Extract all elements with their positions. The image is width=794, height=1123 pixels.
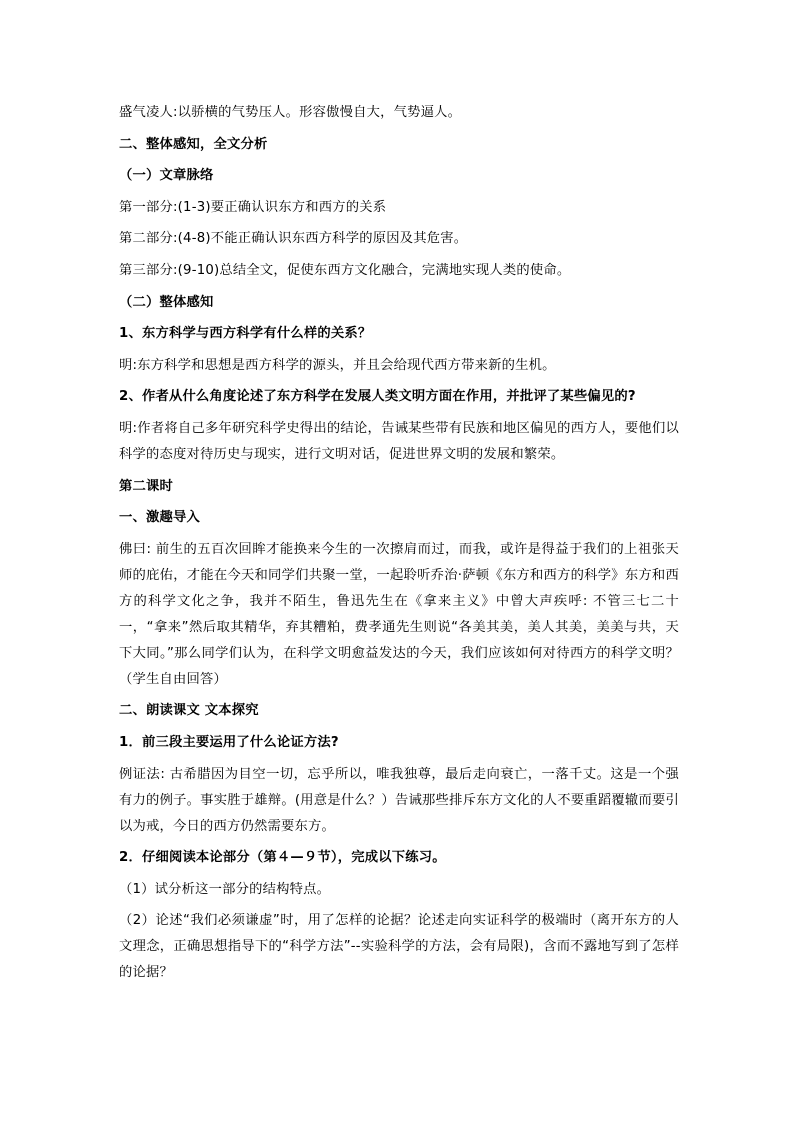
question-exercise: 2．仔细阅读本论部分（第４—９节），完成以下练习。 [119,850,446,866]
paragraph-introduction: 佛曰: 前生的五百次回眸才能换来今生的一次擦肩而过，而我，或许是得益于我们的上祖张天师的庇佑，才能在今天和同学们共聚一堂，一起聆听乔治·萨顿《东方和西方的科学》东方和西方的科学文化之争，我并不陌生，鲁迅先生在《拿来主义》中曾大声疾呼: 不管三七二十一，“拿来”然后取其精华，弃其糟粕，费孝通先生则说“各美其美，美人其美，美美与共，天下大同。”那么同学们认为，在科学文明愈益发达的今天，我们应该如何对待西方的科学文明？（学生自由回答） [119,541,679,687]
exercise-item-2: （2）论述“我们必须谦虚”时，用了怎样的论据？论述走向实证科学的极端时（离开东方的人文理念，正确思想指导下的“科学方法”--实验科学的方法，会有局限)，含而不露地写到了怎样的论据？ [119,913,679,981]
answer-argument-method: 例证法: 古希腊因为目空一切，忘乎所以，唯我独尊，最后走向衰亡，一落千丈。这是一个强有力的例子。事实胜于雄辩。(用意是什么？）告诫那些排斥东方文化的人不要重蹈覆辙而要引以为戒，今日的西方仍然需要东方。 [119,766,679,834]
paragraph-part-two: 第二部分:(4-8)不能正确认识东西方科学的原因及其危害。 [119,231,468,247]
subheading-overall-perception: （二）整体感知 [119,294,214,310]
document-page [119,100,679,992]
question-1: 1、东方科学与西方科学有什么样的关系？ [119,326,372,342]
heading-introduction: 一、激趣导入 [119,510,200,526]
question-2: 2、作者从什么角度论述了东方科学在发展人类文明方面在作用，并批评了某些偏见的? [119,389,636,405]
exercise-item-1: （1）试分析这一部分的结构特点。 [119,881,331,897]
question-argument-method: 1．前三段主要运用了什么论证方法? [119,734,339,750]
answer-2: 明:作者将自己多年研究科学史得出的结论，告诫某些带有民族和地区偏见的西方人，要他们以科学的态度对待历史与现实，进行文明对话，促进世界文明的发展和繁荣。 [119,420,679,462]
paragraph-part-three: 第三部分:(9-10)总结全文，促使东西方文化融合，完满地实现人类的使命。 [119,262,571,278]
paragraph-idiom-definition: 盛气凌人:以骄横的气势压人。形容傲慢自大，气势逼人。 [119,105,462,120]
heading-overall-perception: 二、整体感知，全文分析 [119,136,268,152]
heading-second-lesson: 第二课时 [119,478,173,494]
answer-1: 明:东方科学和思想是西方科学的源头，并且会给现代西方带来新的生机。 [119,357,556,373]
paragraph-part-one: 第一部分:(1-3)要正确认识东方和西方的关系 [119,199,387,215]
heading-reading-exploration: 二、朗读课文 文本探究 [119,703,259,719]
subheading-article-structure: （一）文章脉络 [119,168,214,184]
